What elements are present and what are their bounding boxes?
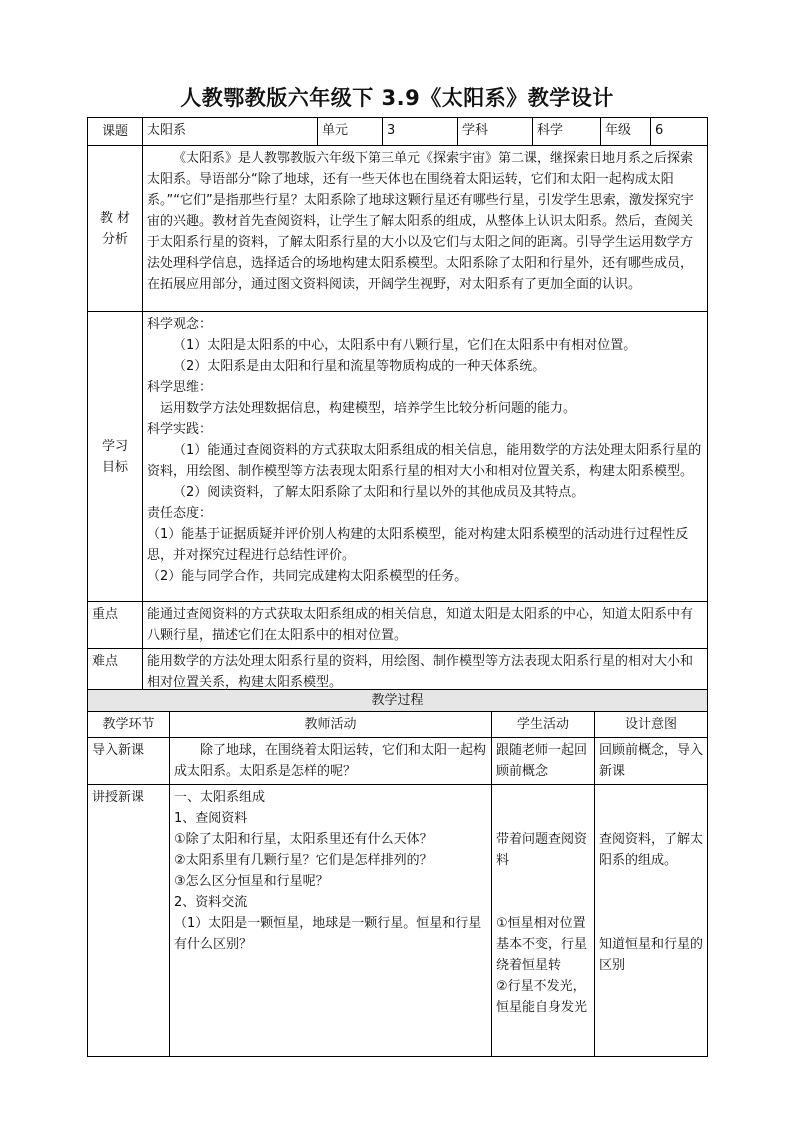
teacher-text: 除了地球，在围绕着太阳运转，它们和太阳一起构成太阳系。太阳系是怎样的呢？ — [174, 743, 487, 779]
goal-item: （1）太阳是太阳系的中心，太阳系中有八颗行星，它们在太阳系中有相对位置。 — [173, 338, 637, 353]
table-row — [88, 785, 708, 1057]
teacher-activity — [170, 738, 492, 785]
analysis-text: 《太阳系》是人教鄂教版六年级下第三单元《探索宇宙》第二课，继探索日地月系之后探索太阳系。导语部分“除了地球，还有一些天体也在围绕着太阳运转，它们和太阳一起构成太阳系。”“它们”是指那些行星？太阳系除了地球这颗行星还有哪些行星，引发学生思索，激发探究宇宙的兴趣。教材首先查阅资料，让学生了解太阳系的组成，从整体上认识太阳系。然后，查阅关于太阳系行星的资料，了解太阳系行星的大小以及它们与太阳之间的距离。引导学生运用数学方法处理科学信息，选择适合的场地构建太阳系模型。太阳系除了太阳和行星外，还有哪些成员，在拓展应用部分，通过图文资料阅读，开阔学生视野，对太阳系有了更加全面的认识。 — [147, 151, 694, 292]
teacher-line: 一、太阳系组成 — [174, 790, 266, 805]
topic-label: 课题 — [88, 118, 143, 146]
goals-cell — [143, 312, 708, 602]
teacher-activity — [170, 785, 492, 1057]
goal-item: （2）阅读资料，了解太阳系除了太阳和行星以外的其他成员及其特点。 — [173, 485, 585, 500]
student-line: ②行星不发光，恒星能自身发光 — [496, 979, 588, 1015]
goal-item: （2）能与同学合作，共同完成建构太阳系模型的任务。 — [147, 569, 468, 584]
stage-intro: 导入新课 — [88, 738, 170, 785]
column-header: 教师活动 — [170, 712, 492, 738]
goal-item: （1）能通过查阅资料的方式获取太阳系组成的相关信息，能用数学的方法处理太阳系行星的资料，用绘图、制作模型等方法表现太阳系行星的相对大小和相对位置关系，构建太阳系模型。 — [147, 443, 702, 479]
teacher-line: ②太阳系里有几颗行星？它们是怎样排列的？ — [174, 853, 433, 868]
grade-label: 年级 — [601, 118, 651, 146]
goals-row — [88, 312, 708, 602]
key-label: 重点 — [88, 602, 143, 649]
column-header: 教学环节 — [88, 712, 170, 738]
goal-heading-thinking: 科学思维： — [147, 380, 213, 395]
key-row — [88, 602, 708, 649]
goal-heading-practice: 科学实践： — [147, 422, 213, 437]
student-line: 带着问题查阅资料 — [496, 832, 588, 868]
teaching-process-table — [87, 689, 708, 1057]
subject-value: 科学 — [533, 118, 601, 146]
info-row — [88, 118, 708, 146]
unit-value: 3 — [383, 118, 458, 146]
page-title: 人教鄂教版六年级下 3.9《太阳系》教学设计 — [180, 86, 614, 110]
key-text: 能通过查阅资料的方式获取太阳系组成的相关信息，知道太阳是太阳系的中心，知道太阳系中有八颗行星，描述它们在太阳系中的相对位置。 — [143, 602, 708, 649]
stage-new: 讲授新课 — [88, 785, 170, 1057]
lesson-info-table — [87, 117, 708, 696]
teacher-line: （1）太阳是一颗恒星，地球是一颗行星。恒星和行星有什么区别？ — [174, 916, 482, 952]
difficulty-label: 难点 — [88, 649, 143, 696]
teacher-line: 1、查阅资料 — [174, 811, 248, 826]
subject-label: 学科 — [458, 118, 533, 146]
design-intent — [595, 785, 708, 1057]
teacher-line: ③怎么区分恒星和行星呢？ — [174, 874, 329, 889]
process-header-row — [88, 690, 708, 712]
analysis-cell — [143, 146, 708, 312]
design-intent: 回顾前概念，导入新课 — [595, 738, 708, 785]
column-header: 学生活动 — [492, 712, 595, 738]
goal-item: （2）太阳系是由太阳和行星和流星等物质构成的一种天体系统。 — [173, 359, 546, 374]
analysis-label: 教 材 分析 — [88, 146, 143, 312]
intent-line: 知道恒星和行星的区别 — [599, 937, 704, 973]
goal-item: （1）能基于证据质疑并评价别人构建的太阳系模型，能对构建太阳系模型的活动进行过程性反思，并对探究过程进行总结性评价。 — [147, 527, 689, 563]
analysis-row — [88, 146, 708, 312]
unit-label: 单元 — [318, 118, 383, 146]
teacher-line: 2、资料交流 — [174, 895, 248, 910]
goal-heading-concept: 科学观念： — [147, 317, 213, 332]
student-line: ①恒星相对位置基本不变，行星绕着恒星转 — [496, 916, 588, 973]
grade-value: 6 — [651, 118, 708, 146]
student-activity: 跟随老师一起回顾前概念 — [492, 738, 595, 785]
goal-item: 运用数学方法处理数据信息，构建模型，培养学生比较分析问题的能力。 — [160, 401, 577, 416]
goal-heading-attitude: 责任态度： — [147, 506, 213, 521]
process-header: 教学过程 — [88, 690, 708, 712]
topic-value: 太阳系 — [143, 118, 318, 146]
goals-label: 学习 目标 — [88, 312, 143, 602]
column-header-row — [88, 712, 708, 738]
intent-line: 查阅资料，了解太阳系的组成。 — [599, 832, 704, 868]
difficulty-text: 能用数学的方法处理太阳系行星的资料，用绘图、制作模型等方法表现太阳系行星的相对大小和相对位置关系，构建太阳系模型。 — [143, 649, 708, 696]
table-row — [88, 738, 708, 785]
column-header: 设计意图 — [595, 712, 708, 738]
teacher-line: ①除了太阳和行星，太阳系里还有什么天体？ — [174, 832, 433, 847]
student-activity — [492, 785, 595, 1057]
